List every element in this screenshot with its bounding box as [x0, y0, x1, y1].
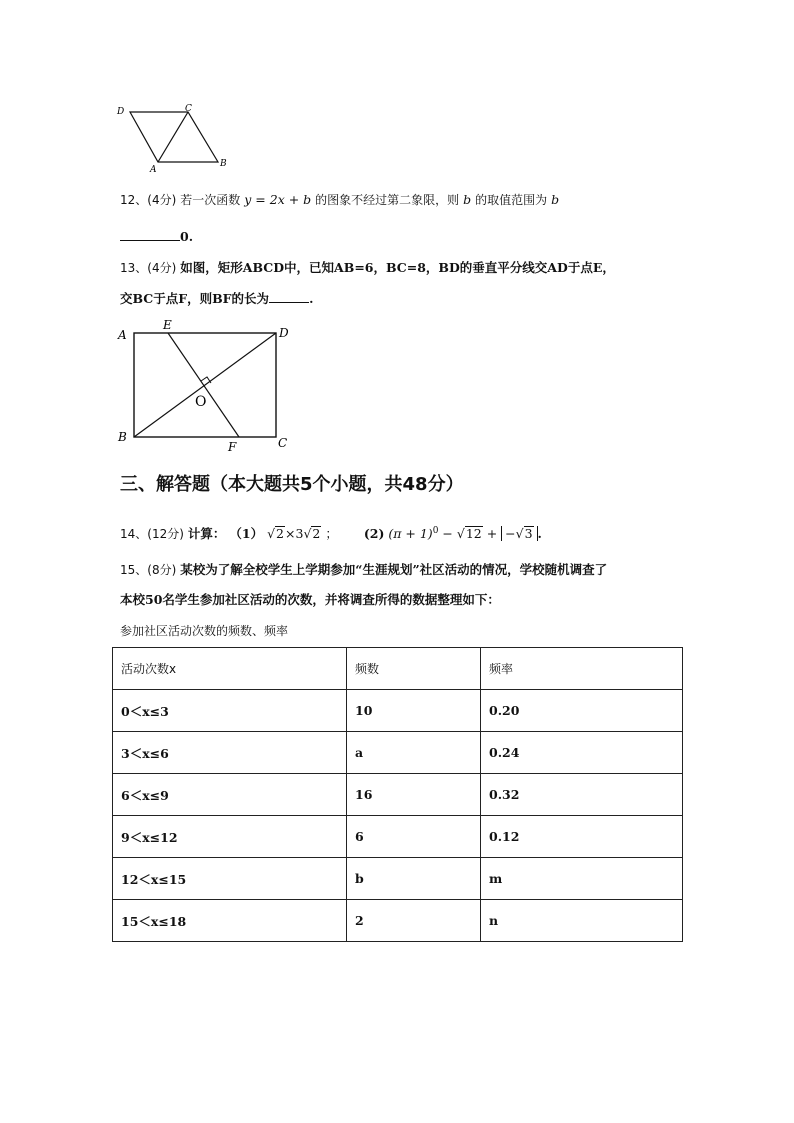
table-cell: b — [347, 858, 481, 900]
label-A: A — [118, 328, 127, 342]
expression-1: √2×3√2 — [267, 526, 321, 542]
question-text: 若一次函数 — [180, 193, 241, 207]
table-row — [113, 732, 683, 774]
table-cell: a — [347, 732, 481, 774]
label-C: C — [278, 436, 288, 450]
function-formula: y = 2x + b — [244, 192, 312, 207]
table-header-cell: 频率 — [481, 648, 683, 690]
label-C: C — [185, 104, 192, 114]
table-cell: 6 — [347, 816, 481, 858]
label-A: A — [150, 165, 157, 175]
question-text: 如图，矩形ABCD中，已知AB=6，BC=8，BD的垂直平分线交AD于点E， — [180, 260, 615, 275]
table-cell: m — [481, 858, 683, 900]
table-row — [113, 900, 683, 942]
table-row — [113, 774, 683, 816]
table-row — [113, 816, 683, 858]
table-cell: 3＜x≤6 — [113, 732, 347, 774]
part-label: （1） — [229, 526, 264, 542]
table-cell: 0.32 — [481, 774, 683, 816]
question-number: 13、(4分) — [120, 261, 177, 275]
answer-blank[interactable] — [269, 290, 309, 303]
section-heading: 三、解答题（本大题共5个小题，共48分） — [120, 474, 464, 495]
question-number: 12、(4分) — [120, 193, 177, 207]
table-header-cell: 频数 — [347, 648, 481, 690]
question-text: 的取值范围为 — [475, 193, 548, 207]
question-13 — [120, 259, 615, 277]
expression-2: $(\pi + 1)^0 - √12 + -√3$ . — [388, 526, 542, 542]
question-text: . — [309, 291, 314, 306]
rectangle-figure — [114, 315, 304, 455]
label-B: B — [118, 430, 127, 444]
question-number: 14、(12分) — [120, 527, 184, 542]
part-label: (2) — [363, 526, 385, 542]
answer-line-12 — [120, 228, 193, 246]
answer-suffix: 0. — [180, 229, 194, 244]
table-cell: 0.12 — [481, 816, 683, 858]
label-D: D — [117, 107, 125, 117]
answer-blank[interactable] — [120, 228, 180, 241]
table-header-row — [113, 648, 683, 690]
table-caption: 参加社区活动次数的频数、频率 — [120, 624, 289, 638]
table-cell: 0.24 — [481, 732, 683, 774]
table-cell: 6＜x≤9 — [113, 774, 347, 816]
table-cell: 0.20 — [481, 690, 683, 732]
label-D: D — [279, 326, 289, 340]
table-header-cell: 活动次数x — [113, 648, 347, 690]
parallelogram-figure — [114, 100, 234, 175]
label-O: O — [195, 394, 207, 410]
table-row — [113, 690, 683, 732]
question-14 — [120, 522, 542, 543]
question-15 — [120, 561, 607, 579]
question-text: 交BC于点F，则BF的长为 — [120, 291, 270, 306]
label-F: F — [228, 440, 237, 454]
question-number: 15、(8分) — [120, 563, 177, 577]
table-row — [113, 858, 683, 900]
compute-label: 计算： — [187, 526, 226, 542]
label-B: B — [220, 159, 227, 169]
table-cell: 2 — [347, 900, 481, 942]
table-cell: n — [481, 900, 683, 942]
table-cell: 0＜x≤3 — [113, 690, 347, 732]
table-cell: 12＜x≤15 — [113, 858, 347, 900]
question-15-line2: 本校50名学生参加社区活动的次数，并将调查所得的数据整理如下： — [120, 592, 500, 607]
question-13-line2 — [120, 290, 313, 308]
table-cell: 16 — [347, 774, 481, 816]
question-12 — [120, 191, 559, 209]
variable-b: b — [463, 192, 472, 207]
table-cell: 10 — [347, 690, 481, 732]
frequency-table — [112, 647, 683, 942]
separator: ； — [325, 526, 338, 542]
variable-b: b — [551, 192, 560, 207]
table-cell: 9＜x≤12 — [113, 816, 347, 858]
question-text: 某校为了解全校学生上学期参加“生涯规划”社区活动的情况，学校随机调查了 — [180, 562, 608, 577]
table-cell: 15＜x≤18 — [113, 900, 347, 942]
question-text: 的图象不经过第二象限，则 — [315, 193, 460, 207]
label-E: E — [163, 318, 172, 332]
